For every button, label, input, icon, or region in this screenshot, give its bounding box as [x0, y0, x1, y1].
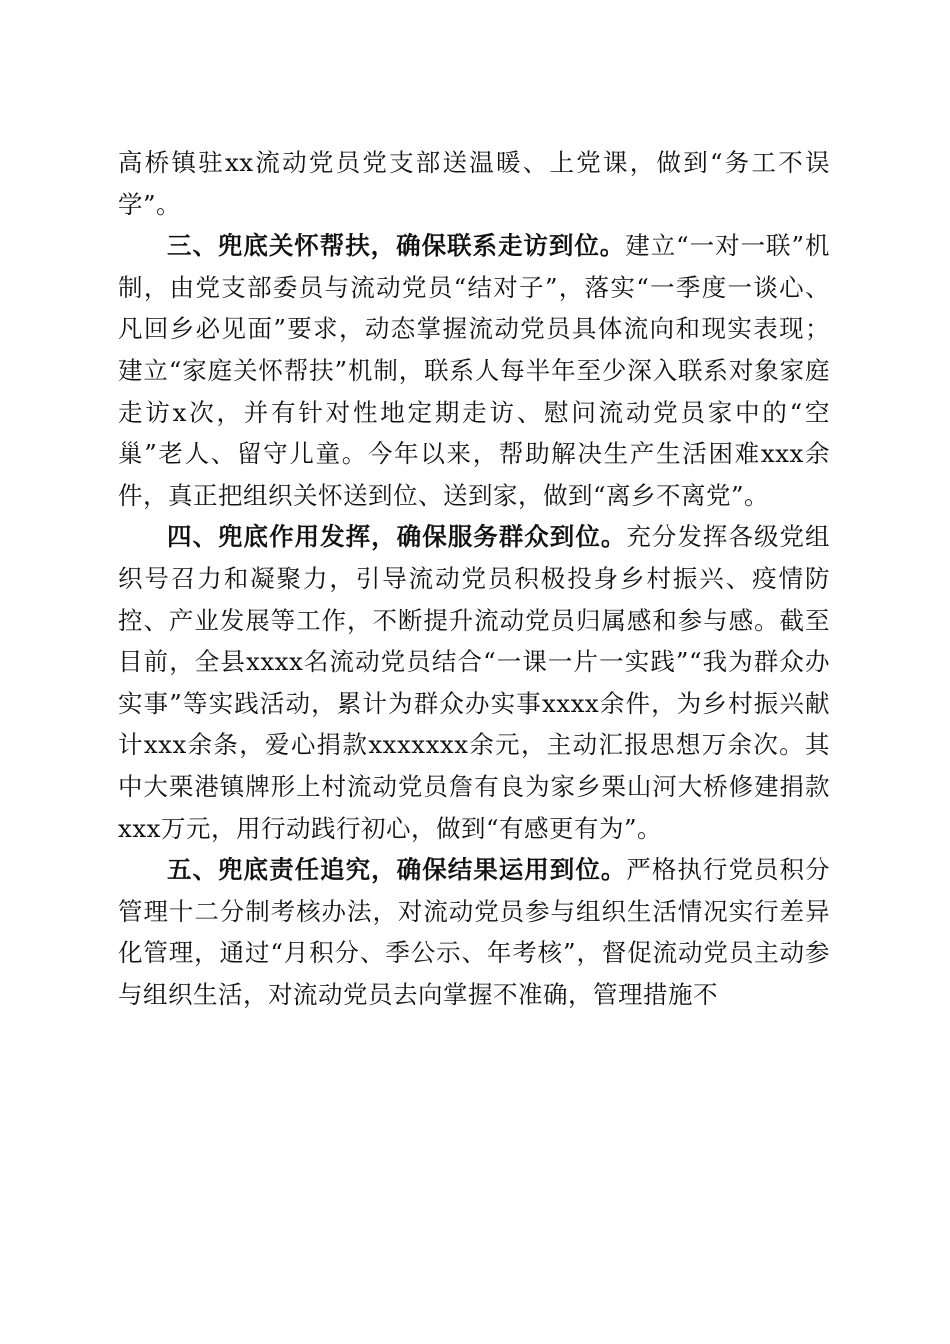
paragraph-text: 严格执行党员积分管理十二分制考核办法，对流动党员参与组织生活情况实行差异化管理，通过“月积分、季公示、年考核”，督促流动党员主动参与组织生活，对流动党员去向掌握不准确，管理措施不 — [118, 855, 830, 1009]
section-heading: 四、兜底作用发挥，确保服务群众到位。 — [167, 522, 627, 552]
paragraph-text: 高桥镇驻xx流动党员党支部送温暖、上党课，做到“务工不误学”。 — [118, 148, 830, 219]
section-heading: 五、兜底责任追究，确保结果运用到位。 — [167, 855, 627, 885]
paragraph-text: 充分发挥各级党组织号召力和凝聚力，引导流动党员积极投身乡村振兴、疫情防控、产业发展等工作，不断提升流动党员归属感和参与感。截至目前，全县xxxx名流动党员结合“一课一片一实践”“我为群众办实事”等实践活动，累计为群众办实事xxxx余件，为乡村振兴献计xxx余条，爱心捐款xxxxxxx余元，主动汇报思想万余次。其中大栗港镇牌形上村流动党员詹有良为家乡栗山河大桥修建捐款xxx万元，用行动践行初心，做到“有感更有为”。 — [118, 522, 830, 843]
paragraph-continuation — [118, 142, 830, 225]
paragraph-section-3 — [118, 225, 830, 516]
paragraph-text: 建立“一对一联”机制，由党支部委员与流动党员“结对子”，落实“一季度一谈心、凡回乡必见面”要求，动态掌握流动党员具体流向和现实表现；建立“家庭关怀帮扶”机制，联系人每半年至少深入联系对象家庭走访x次，并有针对性地定期走访、慰问流动党员家中的“空巢”老人、留守儿童。今年以来，帮助解决生产生活困难xxx余件，真正把组织关怀送到位、送到家，做到“离乡不离党”。 — [118, 231, 830, 510]
paragraph-section-5 — [118, 849, 830, 1015]
section-heading: 三、兜底关怀帮扶，确保联系走访到位。 — [167, 231, 626, 261]
paragraph-section-4 — [118, 516, 830, 849]
document-body — [118, 142, 830, 1015]
